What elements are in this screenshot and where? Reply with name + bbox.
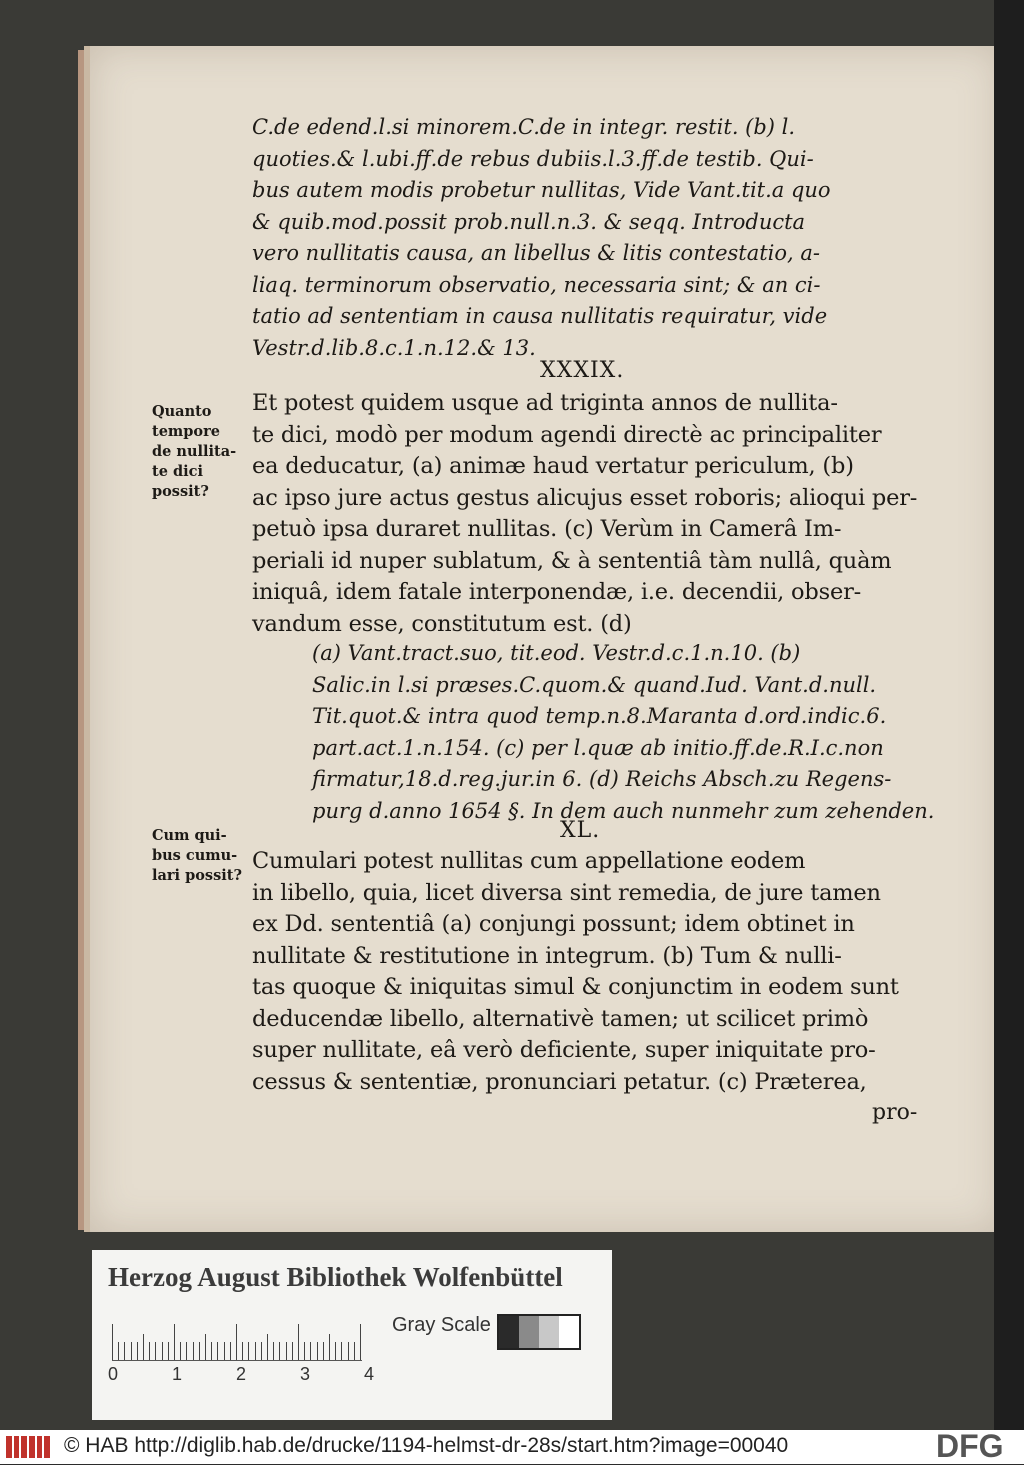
ruler-number: 2 [236, 1364, 247, 1384]
footnote-line: Vestr.d.lib.8.c.1.n.12.& 13. [252, 335, 536, 360]
ruler-tick [298, 1324, 299, 1360]
footnote-block-2 [312, 638, 935, 827]
ruler-tick [211, 1342, 212, 1360]
footnote-line: vero nullitatis causa, an libellus & litis contestatio, a- [252, 241, 821, 265]
footnote-line: firmatur,18.d.reg.jur.in 6. (d) Reichs Absch.zu Regens- [312, 767, 892, 791]
footnote-line: bus autem modis probetur nullitas, Vide Vant.tit.a quo [252, 178, 831, 202]
ruler-tick [335, 1342, 336, 1360]
body-line: te dici, modò per modum agendi directè ac principaliter [252, 421, 882, 448]
margin-note-line: te dici [152, 463, 203, 480]
footnote-line: tatio ad sententiam in causa nullitatis requiratur, vide [252, 304, 828, 328]
body-line: petuò ipsa duraret nullitas. (c) Verùm in Camerâ Im- [252, 516, 842, 542]
body-line: super nullitate, eâ verò deficiente, super iniquitate pro- [252, 1037, 876, 1063]
ruler-tick [286, 1342, 287, 1360]
binding-shadow [994, 0, 1024, 1430]
ruler-tick [242, 1342, 243, 1360]
ruler-tick [255, 1342, 256, 1360]
body-line: Cumulari potest nullitas cum appellatione eodem [252, 848, 806, 874]
ruler-tick [131, 1342, 132, 1360]
body-line: nullitate & restitutione in integrum. (b) Tum & nulli- [252, 942, 842, 969]
gray-swatch [519, 1316, 539, 1348]
library-name: Herzog August Bibliothek Wolfenbüttel [108, 1262, 563, 1292]
ruler-number: 4 [364, 1364, 375, 1384]
hab-logo-icon [6, 1436, 50, 1458]
body-line: ex Dd. sententiâ (a) conjungi possunt; idem obtinet in [252, 911, 855, 937]
color-calibration-card [92, 1250, 612, 1420]
ruler-tick [124, 1342, 125, 1360]
gray-scale-label: Gray Scale [392, 1314, 491, 1336]
ruler-tick [137, 1342, 138, 1360]
footer-bar [0, 1430, 1024, 1464]
margin-note-1 [152, 402, 236, 502]
ruler-tick [180, 1342, 181, 1360]
body-line: vandum esse, constitutum est. (d) [252, 610, 632, 637]
ruler-tick [174, 1324, 175, 1360]
ruler-tick [292, 1342, 293, 1360]
ruler-tick [162, 1342, 163, 1360]
footnote-line: part.act.1.n.154. (c) per l.quæ ab initio.ff.de.R.I.c.non [312, 735, 884, 760]
ruler-tick [118, 1342, 119, 1360]
ruler-number: 0 [108, 1364, 119, 1384]
ruler-tick [317, 1342, 318, 1360]
ruler-tick [348, 1342, 349, 1360]
footnote-block-1 [252, 112, 932, 364]
ruler-tick [168, 1342, 169, 1360]
ruler-tick [304, 1342, 305, 1360]
ruler-tick [224, 1342, 225, 1360]
margin-note-line: Cum qui- [152, 827, 227, 844]
ruler-tick [230, 1342, 231, 1360]
body-line: ea deducatur, (a) animæ haud vertatur periculum, (b) [252, 453, 854, 479]
ruler-tick [205, 1334, 206, 1360]
margin-note-line: Quanto [152, 403, 212, 420]
body-line: periali id nuper sublatum, & à sententiâ tàm nullâ, quàm [252, 547, 892, 574]
body-line: tas quoque & iniquitas simul & conjunctim in eodem sunt [252, 974, 899, 1000]
ruler-tick [341, 1342, 342, 1360]
body-line: ac ipso jure actus gestus alicujus esset roboris; alioqui per- [252, 484, 918, 511]
gray-swatch [499, 1316, 519, 1348]
body-line: cessus & sententiæ, pronunciari petatur. (c) Præterea, [252, 1068, 867, 1095]
body-line: in libello, quia, licet diversa sint remedia, de jure tamen [252, 879, 881, 906]
footnote-line: Tit.quot.& intra quod temp.n.8.Maranta d.ord.indic.6. [312, 704, 887, 728]
ruler-tick [149, 1342, 150, 1360]
gray-swatch [559, 1316, 579, 1348]
ruler-tick [199, 1342, 200, 1360]
gray-scale-bar [497, 1314, 581, 1350]
ruler-tick [360, 1324, 361, 1360]
footnote-line: C.de edend.l.si minorem.C.de in integr. restit. (b) l. [252, 115, 796, 139]
footnote-line: Salic.in l.si præses.C.quom.& quand.Iud. Vant.d.null. [312, 672, 877, 697]
ruler-tick [186, 1342, 187, 1360]
ruler-number: 3 [300, 1364, 311, 1384]
footnote-line: (a) Vant.tract.suo, tit.eod. Vestr.d.c.1.n.10. (b) [312, 641, 801, 665]
section-heading-xl: XL. [560, 818, 601, 843]
section-heading-xxxix: XXXIX. [540, 358, 625, 383]
ruler-tick [155, 1342, 156, 1360]
dfg-logo: DFG [936, 1428, 1004, 1464]
ruler-number: 1 [172, 1364, 183, 1384]
margin-note-line: lari possit? [152, 867, 242, 884]
ruler-tick [323, 1342, 324, 1360]
footnote-line: quoties.& l.ubi.ff.de rebus dubiis.l.3.ff.de testib. Qui- [252, 146, 814, 171]
ruler-tick [261, 1342, 262, 1360]
gray-swatch [539, 1316, 559, 1348]
body-line: deducendæ libello, alternativè tamen; ut scilicet primò [252, 1005, 869, 1032]
footnote-line: & quib.mod.possit prob.null.n.3. & seqq. Introducta [252, 209, 806, 234]
ruler-tick [193, 1342, 194, 1360]
margin-note-line: de nullita- [152, 443, 237, 460]
body-paragraph-2 [252, 846, 932, 1098]
ruler-tick [217, 1342, 218, 1360]
ruler-tick [248, 1342, 249, 1360]
footnote-line: liaq. terminorum observatio, necessaria sint; & an ci- [252, 272, 821, 297]
ruler-tick [236, 1324, 237, 1360]
ruler-tick [143, 1334, 144, 1360]
margin-note-2 [152, 826, 242, 886]
ruler-tick [329, 1334, 330, 1360]
ruler-tick [354, 1342, 355, 1360]
footer-credit: © HAB http://diglib.hab.de/drucke/1194-helmst-dr-28s/start.htm?image=00040 [64, 1434, 789, 1457]
ruler [112, 1310, 362, 1361]
body-line: Et potest quidem usque ad triginta annos de nullita- [252, 390, 838, 416]
margin-note-line: bus cumu- [152, 847, 238, 864]
margin-note-line: possit? [152, 483, 209, 500]
ruler-tick [310, 1342, 311, 1360]
ruler-tick [273, 1342, 274, 1360]
ruler-tick [279, 1342, 280, 1360]
catchword: pro- [872, 1100, 918, 1125]
body-paragraph-1 [252, 388, 932, 640]
ruler-tick [112, 1324, 113, 1360]
ruler-tick [267, 1334, 268, 1360]
body-line: iniquâ, idem fatale interponendæ, i.e. decendii, obser- [252, 579, 862, 605]
margin-note-line: tempore [152, 423, 220, 440]
footnote-line: purg d.anno 1654 §. In dem auch nunmehr zum zehenden. [312, 798, 935, 823]
